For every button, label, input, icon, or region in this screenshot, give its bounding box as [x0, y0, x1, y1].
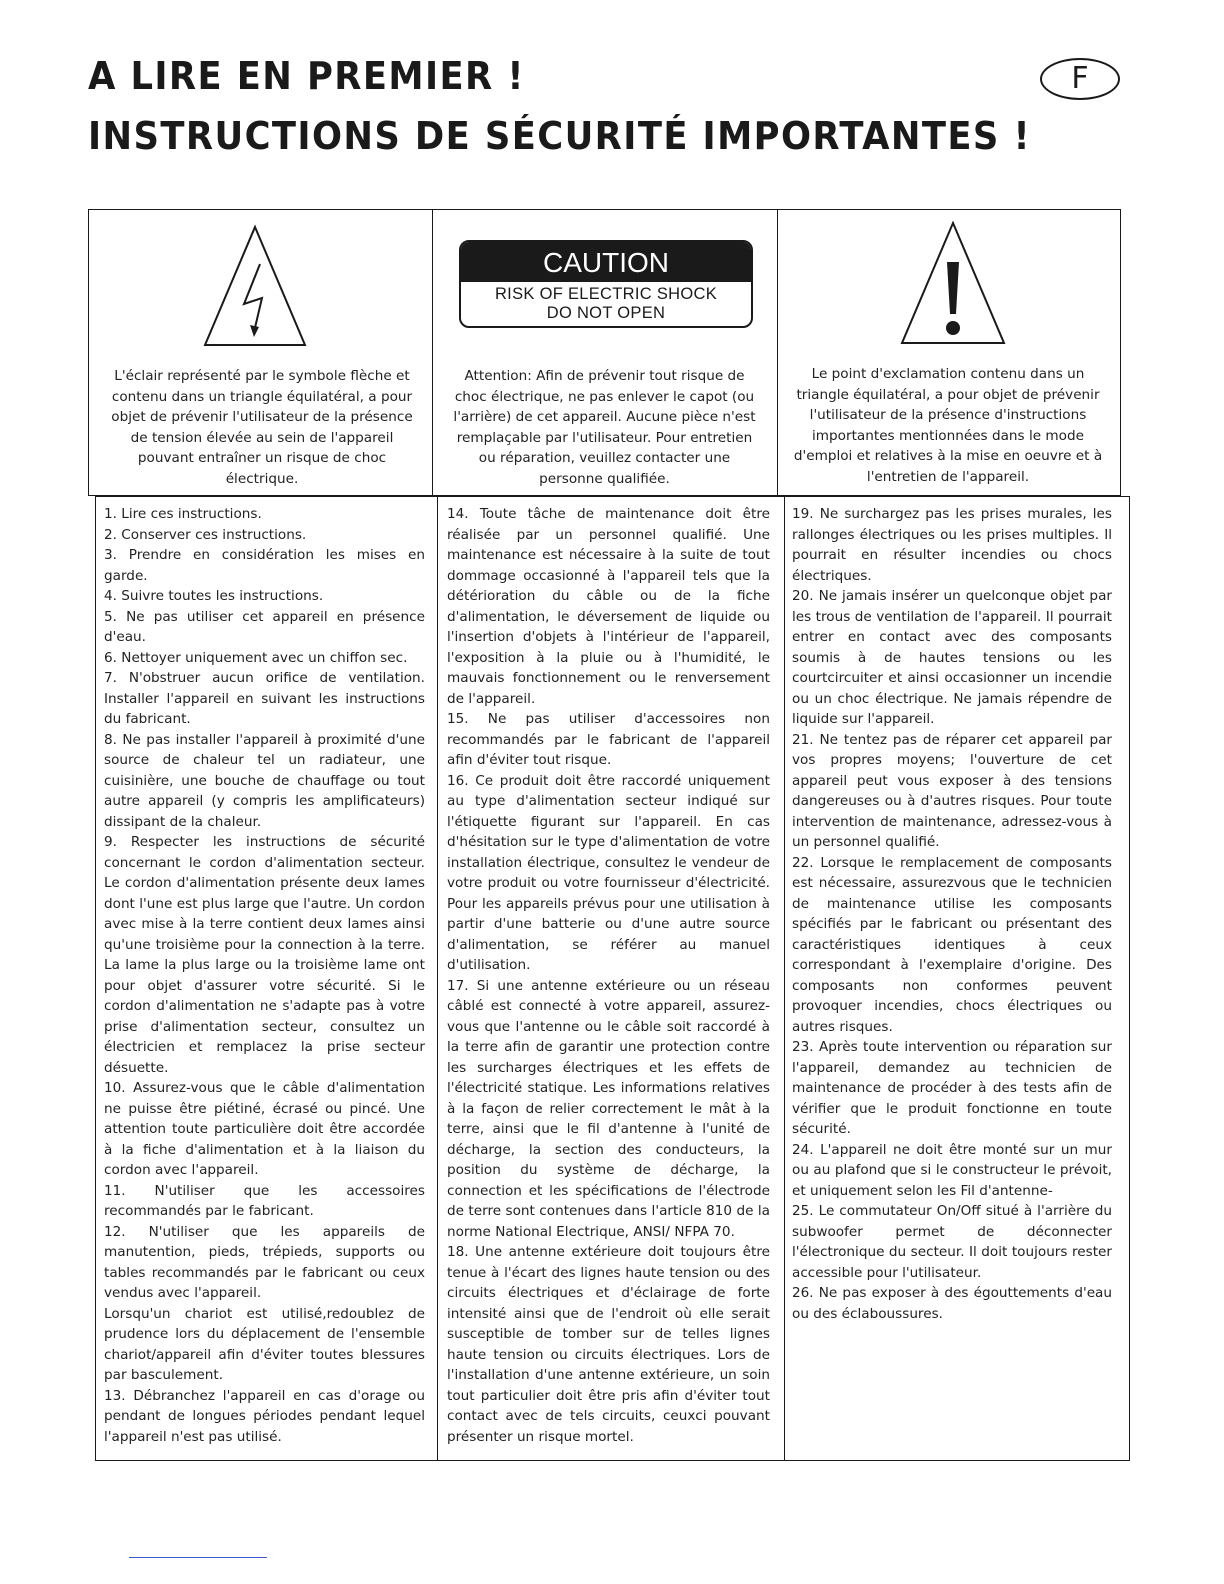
instruction-item: Lorsqu'un chariot est utilisé,redoublez de prudence lors du déplacement de l'ensemble chariot/appareil afin d'éviter toutes blessures par basculement. [104, 1305, 425, 1383]
column-divider [437, 497, 438, 1460]
language-badge: F [1040, 58, 1120, 100]
safety-symbols-panel [88, 209, 1121, 496]
instruction-item: 18. Une antenne extérieure doit toujours être tenue à l'écart des lignes haute tension ou des circuits électriques et d'éclairage de forte intensité ainsi que de l'endroit où elle serait susceptible de tomber sur de telles lignes haute tension ou circuits électriques. Lors de l'installation d'une antenne extérieure, un soin tout particulier doit être pris afin d'éviter tout contact avec de tels circuits, ceuxci pouvant présenter un risque mortel. [447, 1244, 770, 1445]
exclamation-triangle-icon [899, 220, 1007, 346]
instruction-item: 8. Ne pas installer l'appareil à proximité d'une source de chaleur tel un radiateur, une cuisinière, une bouche de chauffage ou tout autre appareil (y compris les amplificateurs) dissipant de la chaleur. [104, 731, 425, 830]
instruction-item: 20. Ne jamais insérer un quelconque objet par les trous de ventilation de l'appareil. Il pourrait entrer en contact avec des composants soumis à de hautes tensions ou les courtcircuiter et ainsi occasionner un incendie ou un choc électrique. Ne jamais répendre de liquide sur l'appareil. [792, 588, 1112, 727]
instruction-item: 5. Ne pas utiliser cet appareil en présence d'eau. [104, 608, 425, 645]
instruction-item: 6. Nettoyer uniquement avec un chiffon sec. [104, 649, 408, 666]
caution-line1: RISK OF ELECTRIC SHOCK [494, 285, 718, 303]
lightning-symbol-caption: L'éclair représenté par le symbole flèche et contenu dans un triangle équilatéral, a pour objet de prévenir l'utilisateur de la présence de tension élevée au sein de l'appareil pouvant entraîner un risque de choc électrique. [111, 368, 413, 487]
page-title-line1: A LIRE EN PREMIER ! [88, 54, 525, 98]
caution-label [459, 240, 753, 328]
instruction-item: 1. Lire ces instructions. [104, 506, 262, 522]
caution-line2: DO NOT OPEN [546, 304, 666, 322]
instruction-item: 21. Ne tentez pas de réparer cet appareil par vos propres moyens; l'ouverture de cet appareil peut vous exposer à des tensions dangereuses ou à d'autres risques. Pour toute intervention de maintenance, adressez-vous à un personnel qualifié. [792, 731, 1112, 850]
instruction-item: 15. Ne pas utiliser d'accessoires non recommandés par le fabricant de l'appareil afin d'éviter tout risque. [447, 711, 770, 768]
instruction-item: 11. N'utiliser que les accessoires recommandés par le fabricant. [104, 1182, 425, 1219]
instruction-item: 7. N'obstruer aucun orifice de ventilation. Installer l'appareil en suivant les instructions du fabricant. [104, 670, 425, 727]
caution-title: CAUTION [461, 242, 751, 282]
instruction-item: 2. Conserver ces instructions. [104, 526, 307, 543]
instruction-item: 17. Si une antenne extérieure ou un réseau câblé est connecté à votre appareil, assurez-vous que l'antenne ou le câble soit raccordé à la terre afin de garantir une protection contre les surcharges électriques et les effets de l'électricité statique. Les informations relatives à la façon de relier correctement le mât à la terre, ainsi que le fil d'antenne à l'unité de décharge, la section des conducteurs, la position du système de décharge, la connection et les spécifications de l'électrode de terre sont contenues dans l'article 810 de la norme National Electrique, ANSI/ NFPA 70. [447, 977, 770, 1240]
page-title-line2: INSTRUCTIONS DE SÉCURITÉ IMPORTANTES ! [88, 114, 1031, 158]
instruction-item: 12. N'utiliser que les appareils de manutention, pieds, trépieds, supports ou tables recommandés par le fabricant ou ceux vendus avec l'appareil. [104, 1223, 425, 1301]
instruction-item: 4. Suivre toutes les instructions. [104, 588, 324, 604]
column-divider [777, 210, 778, 495]
column-divider [784, 497, 785, 1460]
instruction-item: 14. Toute tâche de maintenance doit être réalisée par un personnel qualifié. Une maintenance est nécessaire à la suite de tout dommage occasionné à l'appareil tels que la détérioration du câble ou de la fiche d'alimentation, le déversement de liquide ou l'insertion d'objets à l'intérieur de l'appareil, l'exposition à la pluie ou à l'humidité, le mauvais fonctionnement ou le renversement de l'appareil. [447, 506, 770, 707]
instruction-item: 9. Respecter les instructions de sécurité concernant le cordon d'alimentation secteur. Le cordon d'alimentation présente deux lames dont l'une est plus large que l'autre. Un cordon avec mise à la terre contient deux lames ainsi qu'une troisième pour la connection à la terre. La lame la plus large ou la troisième lame ont pour objet d'assurer votre sécurité. Si le cordon d'alimentation ne s'adapte pas à votre prise d'alimentation secteur, consultez un électricien et remplacez la prise secteur désuette. [104, 834, 425, 1076]
lightning-triangle-icon [202, 224, 308, 348]
exclamation-symbol-caption: Le point d'exclamation contenu dans un triangle équilatéral, a pour objet de prévenir l'utilisateur de la présence d'instructions importantes mentionnées dans le mode d'emploi et relatives à la mise en oeuvre et à l'entretien de l'appareil. [793, 366, 1103, 485]
instruction-item: 24. L'appareil ne doit être monté sur un mur ou au plafond que si le constructeur le prévoit, et uniquement selon les Fil d'antenne- [792, 1141, 1112, 1199]
instruction-item: 26. Ne pas exposer à des égouttements d'eau ou des éclaboussures. [792, 1285, 1112, 1322]
instructions-panel [95, 496, 1130, 1461]
instruction-item: 19. Ne surchargez pas les prises murales, les rallonges électriques ou les prises multiples. Il pourrait en résulter incendies ou chocs électriques. [792, 506, 1112, 584]
caution-caption: Attention: Afin de prévenir tout risque de choc électrique, ne pas enlever le capot (ou l'arrière) de cet appareil. Aucune pièce n'est remplaçable par l'utilisateur. Pour entretien ou réparation, veuillez contacter une personne qualifiée. [453, 368, 756, 487]
instructions-column-1 [104, 504, 425, 1447]
instruction-item: 23. Après toute intervention ou réparation sur l'appareil, demandez au technicien de maintenance de procéder à des tests afin de vérifier que le produit fonctionne en toute sécurité. [792, 1039, 1112, 1137]
column-divider [432, 210, 433, 495]
instruction-item: 22. Lorsque le remplacement de composants est nécessaire, assurezvous que le technicien de maintenance utilise les composants spécifiés par le fabricant ou présentant des caractéristiques identiques à ceux correspondant à l'exemplaire d'origine. Des composants non conformes peuvent provoquer incendies, chocs électriques ou autres risques. [792, 854, 1112, 1035]
instruction-item: 16. Ce produit doit être raccordé uniquement au type d'alimentation secteur indiqué sur l'étiquette figurant sur l'appareil. En cas d'hésitation sur le type d'alimentation de votre installation électrique, consultez le vendeur de votre produit ou votre fournisseur d'électricité. Pour les appareils prévus pour une utilisation à partir d'une batterie ou d'une autre source d'alimentation, se référer au manuel d'utilisation. [447, 772, 770, 973]
instruction-item: 3. Prendre en considération les mises en garde. [104, 547, 425, 584]
instruction-item: 10. Assurez-vous que le câble d'alimentation ne puisse être piétiné, écrasé ou pincé. Une attention toute particulière doit être accordée à la fiche d'alimentation et à la liaison du cordon avec l'appareil. [104, 1080, 425, 1178]
instruction-item: 13. Débranchez l'appareil en cas d'orage ou pendant de longues périodes pendant lequel l'appareil n'est pas utilisé. [104, 1387, 425, 1445]
instruction-item: 25. Le commutateur On/Off situé à l'arrière du subwoofer permet de déconnecter l'électronique du secteur. Il doit toujours rester accessible pour l'utilisateur. [792, 1203, 1112, 1281]
footer-rule [129, 1557, 267, 1558]
instructions-column-2 [447, 504, 770, 1447]
instructions-column-3 [792, 504, 1112, 1324]
